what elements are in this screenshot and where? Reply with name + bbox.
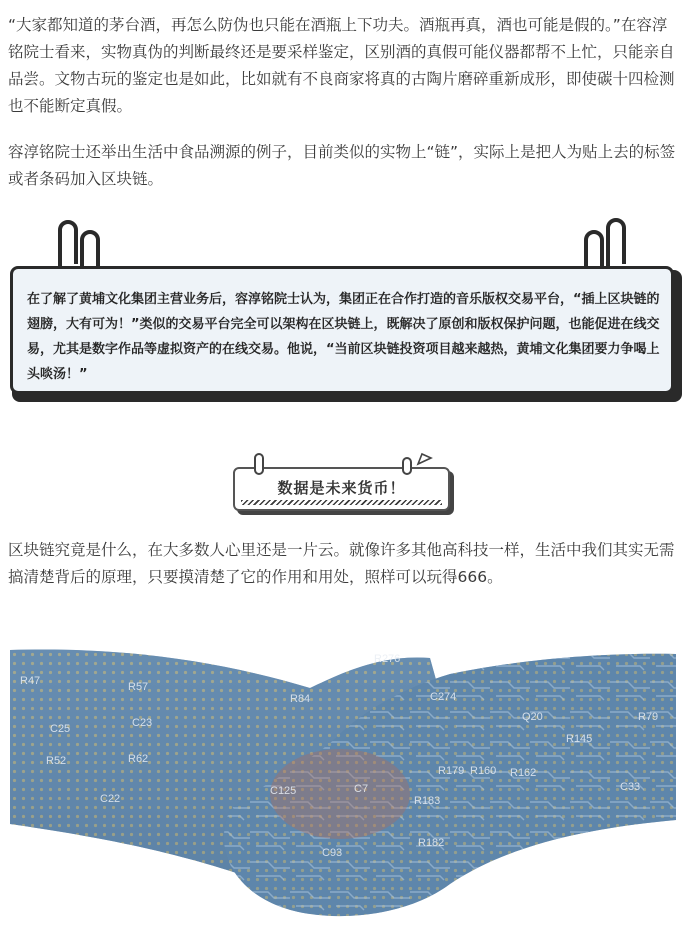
quote-card	[10, 266, 674, 394]
pin-icon	[252, 452, 266, 476]
circuit-label: C274	[430, 691, 457, 703]
circuit-label: C25	[50, 723, 71, 735]
circuit-label: R57	[128, 681, 149, 693]
circuit-handshake-image	[10, 614, 676, 940]
paragraph-moutai: “大家都知道的茅台酒，再怎么防伪也只能在酒瓶上下功夫。酒瓶再真，酒也可能是假的。”在容淳铭院士看来，实物真伪的判断最终还是要采样鉴定，区别酒的真假可能仪器都帮不上忙，只能亲自品尝。文物古玩的鉴定也是如此，比如就有不良商家将真的古陶片磨碎重新成形，即使碳十四检测也不能断定真假。	[8, 16, 675, 115]
circuit-label: R79	[638, 711, 659, 723]
circuit-label: C7	[354, 783, 369, 795]
circuit-label: R182	[418, 837, 445, 849]
circuit-label: R84	[290, 693, 311, 705]
circuit-label: R62	[128, 753, 149, 765]
paragraph-food-tracing: 容淳铭院士还举出生活中食品溯源的例子，目前类似的实物上“链”，实际上是把人为贴上去的标签或者条码加入区块链。	[8, 143, 676, 188]
circuit-label: R52	[46, 755, 67, 767]
banner-stripes	[241, 500, 442, 505]
circuit-label: C125	[270, 785, 297, 797]
circuit-label: R145	[566, 733, 593, 745]
circuit-label: Q20	[522, 711, 543, 723]
circuit-label: C22	[100, 793, 121, 805]
circuit-label: C33	[620, 781, 641, 793]
circuit-label: C93	[322, 847, 343, 859]
circuit-label: R179	[438, 765, 465, 777]
paragraph-blockchain-intro: 区块链究竟是什么，在大多数人心里还是一片云。就像许多其他高科技一样，生活中我们其实无需搞清楚背后的原理，只要摸清楚了它的作用和用处，照样可以玩得666。	[8, 541, 675, 586]
pin-flag-icon	[400, 452, 434, 476]
circuit-label: C23	[132, 717, 153, 729]
circuit-label: R160	[470, 765, 497, 777]
circuit-label: R276	[374, 653, 401, 665]
circuit-label: R162	[510, 767, 537, 779]
circuit-label: R47	[20, 675, 41, 687]
quote-text: 在了解了黄埔文化集团主营业务后，容淳铭院士认为，集团正在合作打造的音乐版权交易平台，“插上区块链的翅膀，大有可为！”类似的交易平台完全可以架构在区块链上，既解决了原创和版权保护问题，也能促进在线交易，尤其是数字作品等虚拟资产的在线交易。他说，“当前区块链投资项目越来越热，黄埔文化集团要力争喝上头啖汤！”	[27, 292, 660, 382]
circuit-label: R183	[414, 795, 441, 807]
section-title: 数据是未来货币！	[277, 479, 406, 497]
